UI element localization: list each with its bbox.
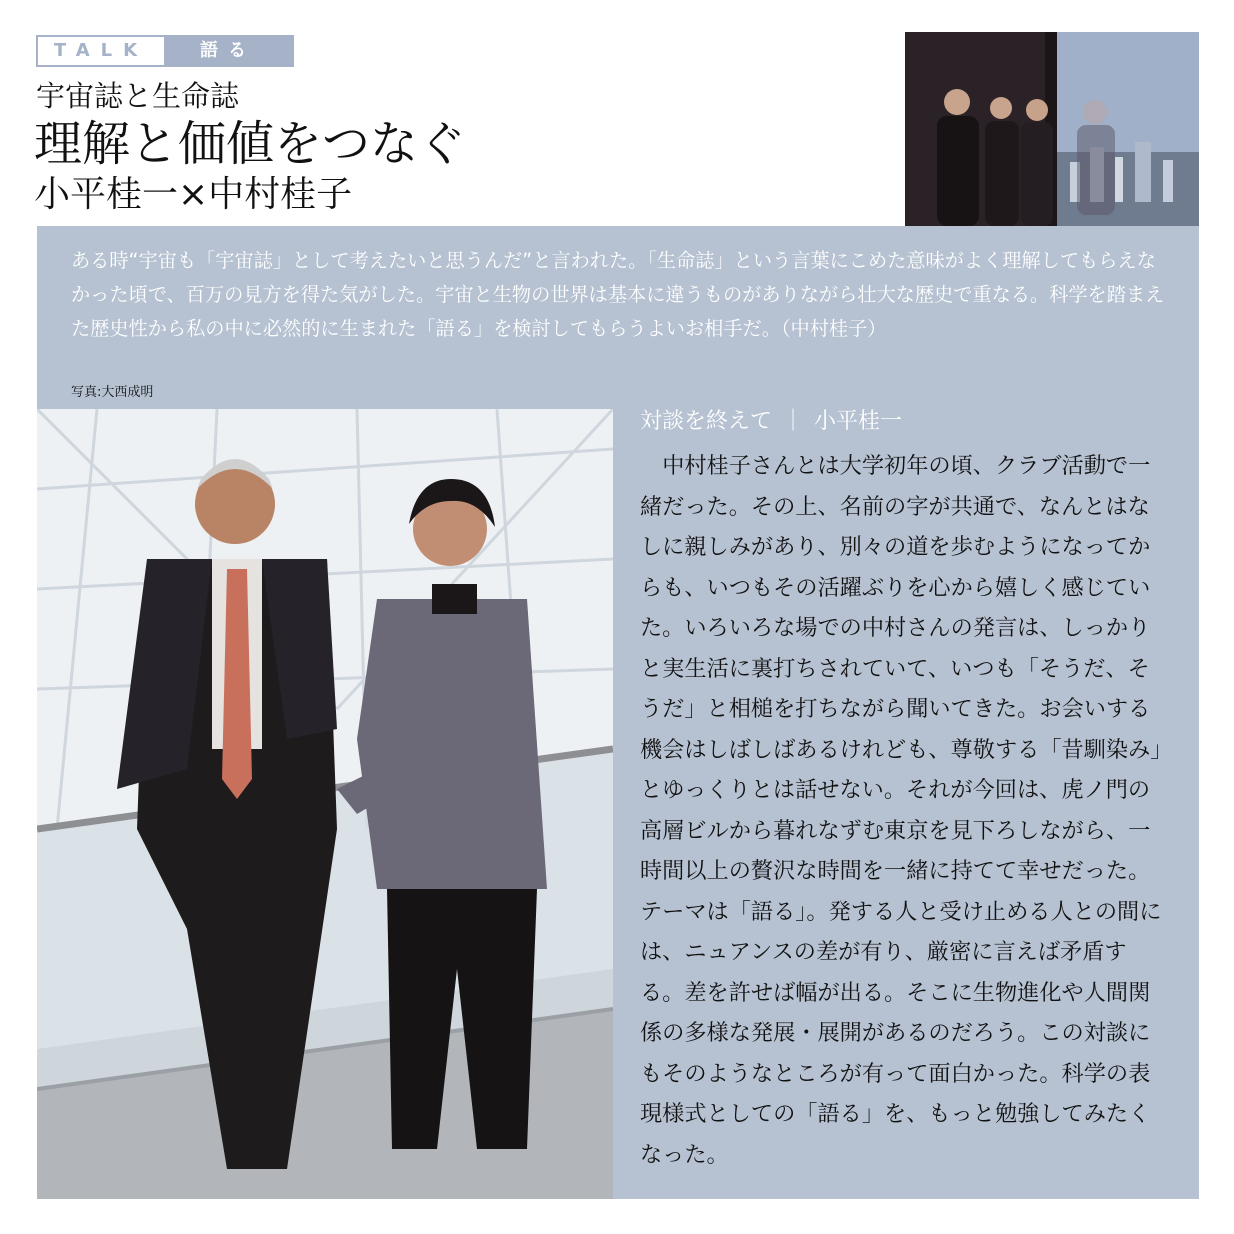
photo-atrium (37, 409, 613, 1199)
talk-badge-en: TALK (38, 37, 164, 65)
photo-atrium-image (37, 409, 613, 1199)
afterword-heading-author: 小平桂一 (814, 409, 903, 434)
intro-text: ある時“宇宙も「宇宙誌」として考えたいと思うんだ”と言われた。「生命誌」という言葉にこめた意味がよく理解してもらえなかった頃で、百万の見方を得た気がした。宇宙と生物の世界は基本に違うものがありながら壮大な歴史で重なる。科学を踏まえた歴史性から私の中に必然的に生まれた「語る」を検討してもらうよいお相手だ。（中村桂子） (71, 249, 1165, 340)
afterword-heading-separator: ｜ (782, 409, 805, 434)
photo-credit: 写真:大西成明 (71, 385, 154, 400)
article-authors: 小平桂一×中村桂子 (34, 174, 353, 215)
talk-badge (36, 35, 294, 67)
afterword-body: 中村桂子さんとは大学初年の頃、クラブ活動で一緒だった。その上、名前の字が共通で、なんとはなしに親しみがあり、別々の道を歩むようになってからも、いつもその活躍ぶりを心から嬉しく感じていた。いろいろな場での中村さんの発言は、しっかりと実生活に裏打ちされていて、いつも「そうだ、そうだ」と相槌を打ちながら聞いてきた。お会いする機会はしばしばあるけれども、尊敬する「昔馴染み」とゆっくりとは話せない。それが今回は、虎ノ門の高層ビルから暮れなずむ東京を見下ろしながら、一時間以上の贅沢な時間を一緒に持てて幸せだった。テーマは「語る」。発する人と受け止める人との間には、ニュアンスの差が有り、厳密に言えば矛盾する。差を許せば幅が出る。そこに生物進化や人間関係の多様な発展・展開があるのだろう。この対談にもそのようなところが有って面白かった。科学の表現様式としての「語る」を、もっと勉強してみたくなった。 (640, 453, 1162, 1168)
article-subtitle: 宇宙誌と生命誌 (36, 79, 240, 113)
photo-window-view (905, 32, 1199, 226)
afterword-heading (640, 404, 1180, 440)
article-panel (37, 226, 1199, 1199)
afterword-heading-title: 対談を終えて (640, 409, 773, 434)
article-title: 理解と価値をつなぐ (34, 116, 467, 172)
photo-window-view-image (905, 32, 1199, 226)
talk-badge-ja: 語る (200, 40, 256, 61)
